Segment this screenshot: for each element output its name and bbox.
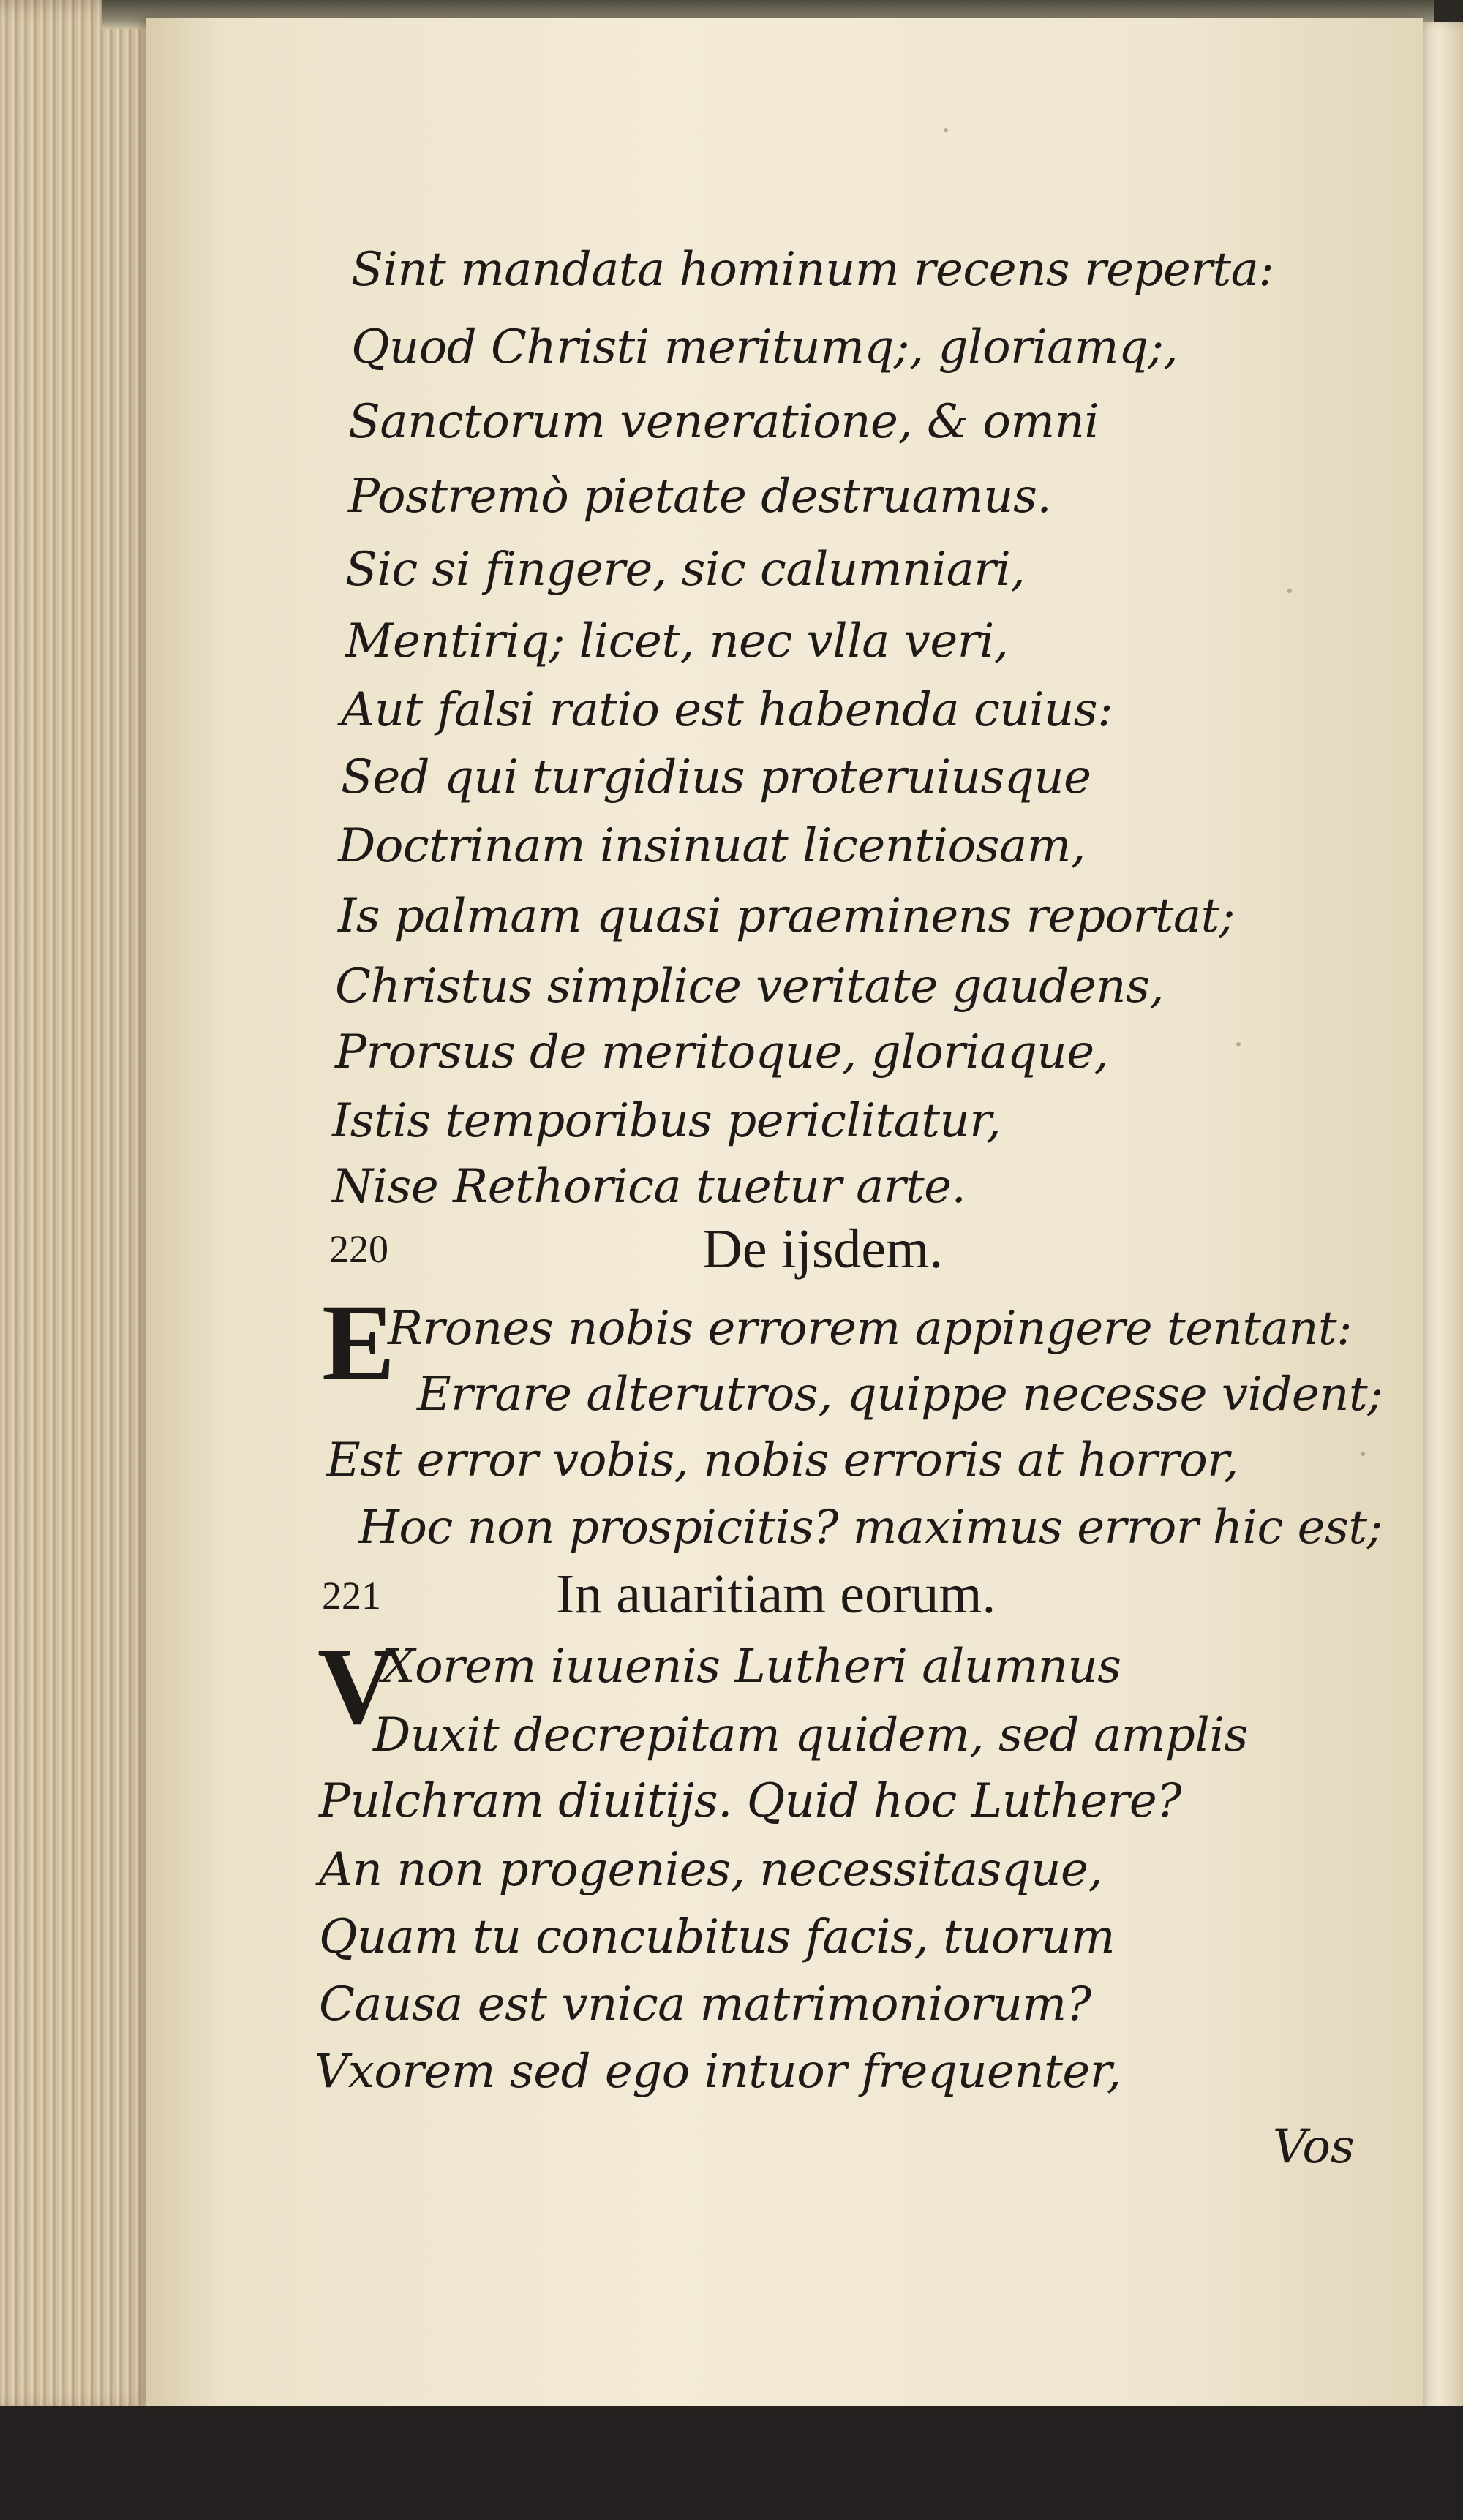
bottom-background bbox=[0, 2406, 1463, 2520]
verse-line: Est error vobis, nobis erroris at horror, bbox=[326, 1433, 1239, 1487]
verse-line: Is palmam quasi praeminens reportat; bbox=[338, 889, 1235, 943]
verse-line: Causa est vnica matrimoniorum? bbox=[319, 1977, 1091, 2032]
verse-line: Errare alterutros, quippe necesse vident; bbox=[417, 1367, 1383, 1422]
verse-line: Pulchram diuitijs. Quid hoc Luthere? bbox=[319, 1774, 1181, 1828]
verse-line: Quam tu concubitus facis, tuorum bbox=[319, 1910, 1116, 1964]
epigram-title: De ijsdem. bbox=[702, 1218, 944, 1280]
verse-line: Sint mandata hominum recens reperta: bbox=[351, 243, 1274, 297]
verse-line: Rrones nobis errorem appingere tentant: bbox=[388, 1302, 1353, 1356]
verse-line: Sic si fingere, sic calumniari, bbox=[345, 543, 1026, 597]
verse-line: An non progenies, necessitasque, bbox=[319, 1843, 1103, 1897]
verse-line: Sanctorum veneratione, & omni bbox=[348, 395, 1099, 449]
verse-line: Quod Christi meritumq;, gloriamq;, bbox=[351, 320, 1178, 374]
drop-cap-initial: E bbox=[322, 1282, 396, 1403]
verse-line: Doctrinam insinuat licentiosam, bbox=[338, 819, 1086, 873]
verse-line: Xorem iuuenis Lutheri alumnus bbox=[382, 1640, 1121, 1694]
epigram-number: 221 bbox=[322, 1574, 381, 1618]
verse-line: Postremò pietate destruamus. bbox=[348, 469, 1052, 524]
epigram-number: 220 bbox=[329, 1227, 388, 1271]
verse-line: Mentiriq; licet, nec vlla veri, bbox=[345, 614, 1009, 668]
verse-line: Aut falsi ratio est habenda cuius: bbox=[341, 683, 1113, 737]
verse-line: Nise Rethorica tuetur arte. bbox=[332, 1160, 966, 1214]
catchword: Vos bbox=[1273, 2120, 1355, 2174]
epigram-title: In auaritiam eorum. bbox=[556, 1563, 996, 1625]
verse-line: Sed qui turgidius proteruiusque bbox=[341, 750, 1091, 804]
verse-line: Vxorem sed ego intuor frequenter, bbox=[315, 2045, 1121, 2099]
verse-line: Duxit decrepitam quidem, sed amplis bbox=[373, 1708, 1248, 1762]
book-page bbox=[146, 18, 1423, 2406]
page-text bbox=[146, 18, 1423, 2406]
verse-line: Istis temporibus periclitatur, bbox=[332, 1094, 1001, 1148]
verse-line: Hoc non prospicitis? maximus error hic est; bbox=[358, 1501, 1383, 1555]
drop-cap-initial: V bbox=[317, 1626, 397, 1747]
verse-line: Prorsus de meritoque, gloriaque, bbox=[335, 1025, 1109, 1079]
verse-line: Christus simplice veritate gaudens, bbox=[335, 959, 1165, 1014]
